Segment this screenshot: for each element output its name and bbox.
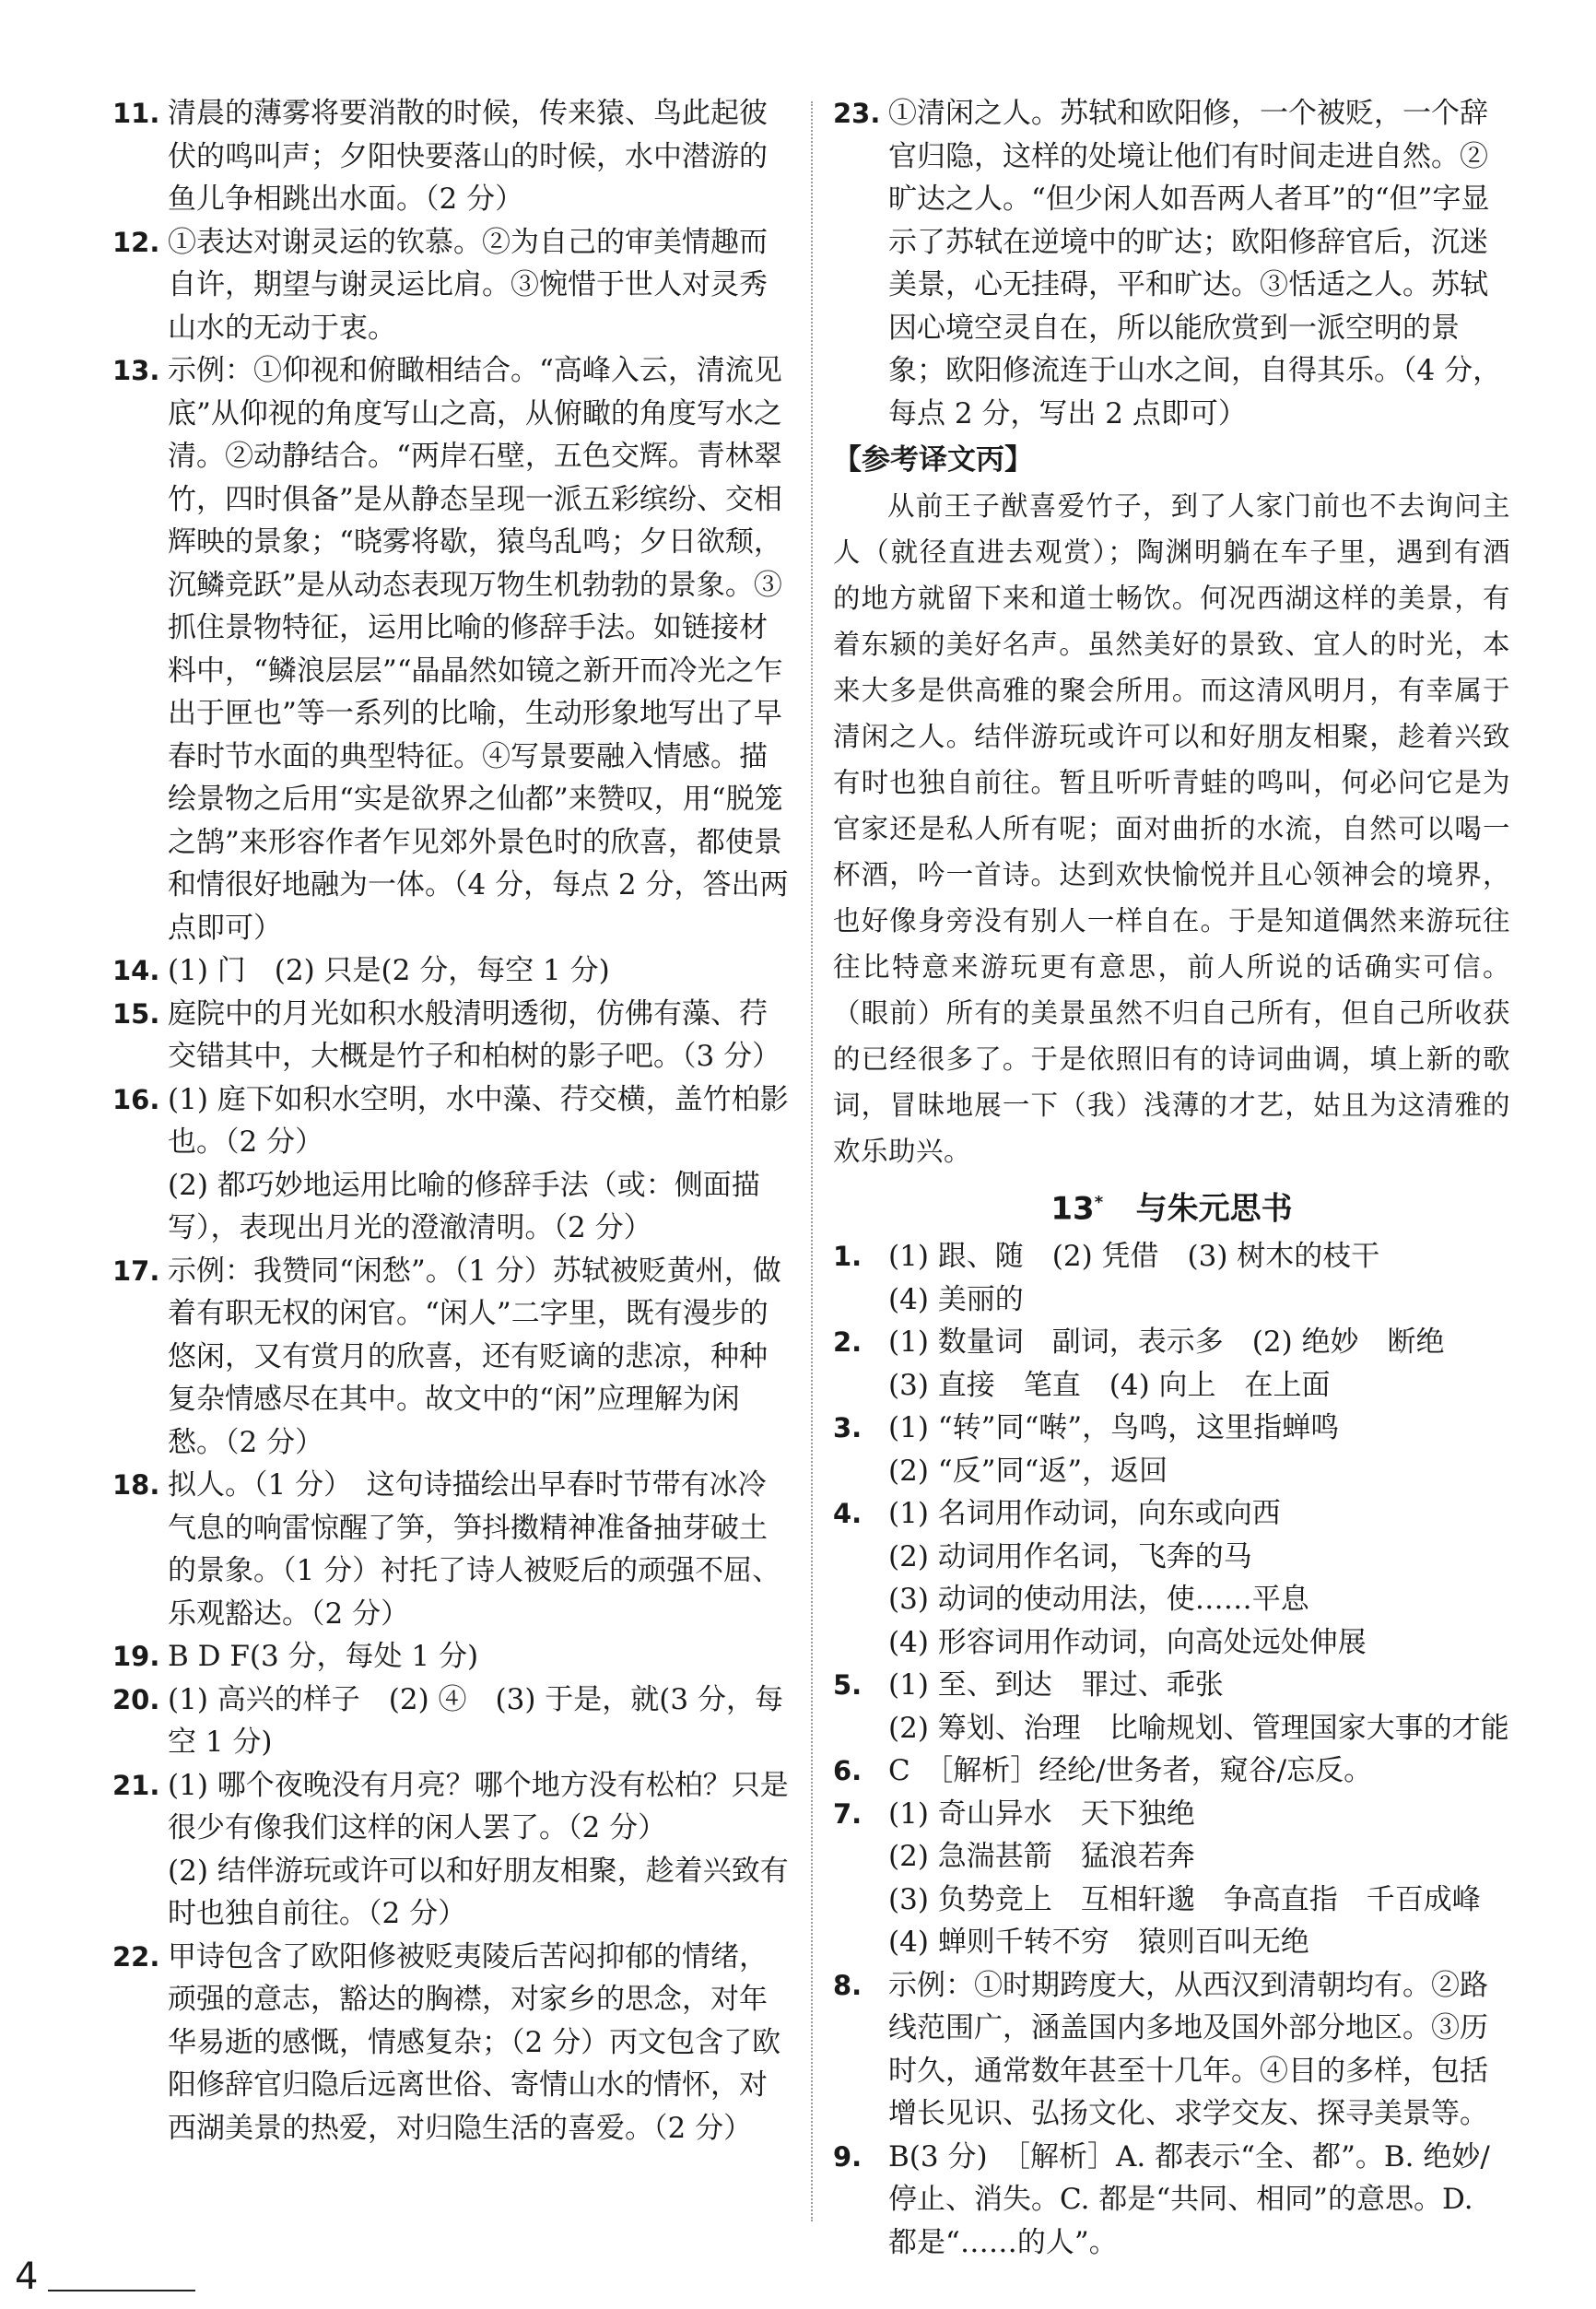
answer-item-15: [112, 993, 792, 1078]
item-text: (1) 门 (2) 只是(2 分，每空 1 分): [168, 954, 610, 987]
item-number: 21.: [112, 1769, 160, 1801]
item-text: (1) 跟、随 (2) 凭借 (3) 树木的枝干: [888, 1240, 1380, 1274]
answer-item-22: [112, 1936, 792, 2150]
item-number: 23.: [833, 98, 881, 129]
answer-item-16: [112, 1078, 792, 1250]
item-number: 4.: [833, 1498, 863, 1530]
item-text: (2) 动词用作名词，飞奔的马: [888, 1539, 1252, 1573]
column-divider: [811, 101, 813, 2221]
item-text: (1) “转”同“啭”，鸟鸣，这里指蝉鸣: [888, 1411, 1340, 1445]
answer-item-4: [833, 1492, 1510, 1664]
item-text: B D F(3 分，每处 1 分): [168, 1640, 479, 1673]
item-number: 6.: [833, 1755, 863, 1787]
item-text: (3) 直接 笔直 (4) 向上 在上面: [888, 1368, 1331, 1402]
item-text: (2) 急湍甚箭 猛浪若奔: [888, 1840, 1195, 1874]
item-text: (4) 形容词用作动词，向高处远处伸展: [888, 1625, 1367, 1659]
item-number: 15.: [112, 997, 160, 1030]
item-text: ①表达对谢灵运的钦慕。②为自己的审美情趣而自许，期望与谢灵运比肩。③惋惜于世人对灵秀山水的无动于衷。: [168, 225, 768, 345]
right-column: [833, 92, 1510, 2264]
answer-item-5: [833, 1664, 1510, 1749]
left-column: [112, 92, 792, 2150]
item-text: (1) 哪个夜晚没有月亮？哪个地方没有松柏？只是很少有像我们这样的闲人罢了。（2 分）: [168, 1768, 789, 1844]
answer-item-7: [833, 1793, 1510, 1964]
answer-item-20: [112, 1679, 792, 1764]
answer-item-18: [112, 1464, 792, 1635]
item-text: 示例：①仰视和俯瞰相结合。“高峰入云，清流见底”从仰视的角度写山之高，从俯瞰的角度写水之清。②动静结合。“两岸石壁，五色交辉。青林翠竹，四时俱备”是从静态呈现一派五彩缤纷、交相辉映的景象；“晓雾将歇，猿鸟乱鸣；夕日欲颓，沉鳞竞跃”是从动态表现万物生机勃勃的景象。③抓住景物特征，运用比喻的修辞手法。如链接材料中，“鳞浪层层”“晶晶然如镜之新开而冷光之乍出于匣也”等一系列的比喻，生动形象地写出了早春时节水面的典型特征。④写景要融入情感。描绘景物之后用“实是欲界之仙都”来赞叹，用“脱笼之鹄”来形容作者乍见郊外景色时的欣喜，都使景和情很好地融为一体。（4 分，每点 2 分，答出两点即可）: [168, 354, 789, 945]
item-text: (1) 奇山异水 天下独绝: [888, 1797, 1195, 1831]
item-number: 9.: [833, 2140, 863, 2173]
item-text: (1) 庭下如积水空明，水中藻、荇交横，盖竹柏影也。（2 分）: [168, 1082, 789, 1159]
section-mark: *: [1094, 1193, 1104, 1212]
item-number: 16.: [112, 1083, 160, 1115]
section-name: 与朱元思书: [1135, 1190, 1293, 1228]
answer-item-19: [112, 1635, 792, 1679]
answer-item-9: [833, 2136, 1510, 2265]
item-text: 示例：我赞同“闲愁”。（1 分）苏轼被贬黄州，做着有职无权的闲官。“闲人”二字里，既有漫步的悠闲，又有赏月的欣喜，还有贬谪的悲凉，种种复杂情感尽在其中。故文中的“闲”应理解为闲愁。（2 分）: [168, 1254, 781, 1459]
item-text: C ［解析］经纶/世务者，窥谷/忘反。: [888, 1754, 1373, 1788]
item-number: 3.: [833, 1412, 863, 1444]
item-number: 19.: [112, 1641, 160, 1672]
item-text: 清晨的薄雾将要消散的时候，传来猿、鸟此起彼伏的鸣叫声；夕阳快要落山的时候，水中潜游的鱼儿争相跳出水面。（2 分）: [168, 97, 768, 216]
item-text: (2) 都巧妙地运用比喻的修辞手法（或：侧面描写），表现出月光的澄澈清明。（2 分）: [168, 1168, 760, 1244]
item-number: 14.: [112, 955, 160, 986]
section-title: [833, 1176, 1510, 1235]
item-text: B(3 分) ［解析］A. 都表示“全、都”。B. 绝妙/停止、消失。C. 都是“共同、相同”的意思。D. 都是“……的人”。: [888, 2139, 1490, 2259]
item-text: (3) 动词的使动用法，使……平息: [888, 1583, 1309, 1617]
item-text: (2) “反”同“返”，返回: [888, 1454, 1168, 1488]
item-number: 1.: [833, 1241, 863, 1273]
item-number: 22.: [112, 1940, 160, 1973]
reference-translation-text: 从前王子猷喜爱竹子，到了人家门前也不去询问主人（就径直进去观赏）；陶渊明躺在车子里，遇到有酒的地方就留下来和道士畅饮。何况西湖这样的美景，有着东颍的美好名声。虽然美好的景致、宜人的时光，本来大多是供高雅的聚会所用。而这清风明月，有幸属于清闲之人。结伴游玩或许可以和好朋友相聚，趁着兴致有时也独自前往。暂且听听青蛙的鸣叫，何必问它是为官家还是私人所有呢；面对曲折的水流，自然可以喝一杯酒，吟一首诗。达到欢快愉悦并且心领神会的境界，也好像身旁没有别人一样自在。于是知道偶然来游玩往往比特意来游玩更有意思，前人所说的话确实可信。（眼前）所有的美景虽然不归自己所有，但自己所收获的已经很多了。于是依照旧有的诗词曲调，填上新的歌词，冒昧地展一下（我）浅薄的才艺，姑且为这清雅的欢乐助兴。: [833, 490, 1510, 1167]
reference-translation-heading: 【参考译文丙】: [833, 443, 1033, 477]
answer-item-23: [833, 92, 1510, 435]
item-text: 甲诗包含了欧阳修被贬夷陵后苦闷抑郁的情绪，顽强的意志，豁达的胸襟，对家乡的思念，对年华易逝的感慨，情感复杂；（2 分）丙文包含了欧阳修辞官归隐后远离世俗、寄情山水的情怀，对西湖美景的热爱，对归隐生活的喜爱。（2 分）: [168, 1939, 781, 2145]
item-text: 拟人。（1 分） 这句诗描绘出早春时节带有冰冷气息的响雷惊醒了笋，笋抖擞精神准备抽芽破土的景象。（1 分）衬托了诗人被贬后的顽强不屈、乐观豁达。（2 分）: [168, 1468, 781, 1631]
item-text: (1) 高兴的样子 (2) ④ (3) 于是，就(3 分，每空 1 分): [168, 1682, 783, 1759]
answer-item-21: [112, 1764, 792, 1936]
item-number: 11.: [112, 98, 160, 129]
item-number: 2.: [833, 1326, 863, 1359]
answer-item-3: [833, 1407, 1510, 1492]
section-number: 13: [1050, 1190, 1095, 1228]
item-number: 18.: [112, 1469, 160, 1501]
item-text: (3) 负势竞上 互相轩邈 争高直指 千百成峰: [888, 1882, 1481, 1916]
item-number: 5.: [833, 1669, 863, 1702]
item-text: 示例：①时期跨度大，从西汉到清朝均有。②路线范围广，涵盖国内多地及国外部分地区。③历时久，通常数年甚至十几年。④目的多样，包括增长见识、弘扬文化、求学交友、探寻美景等。: [888, 1968, 1488, 2131]
item-text: (4) 蝉则千转不穷 猿则百叫无绝: [888, 1926, 1309, 1960]
item-text: ①清闲之人。苏轼和欧阳修，一个被贬，一个辞官归隐，这样的处境让他们有时间走进自然。②旷达之人。“但少闲人如吾两人者耳”的“但”字显示了苏轼在逆境中的旷达；欧阳修辞官后，沉迷美景，心无挂碍，平和旷达。③恬适之人。苏轼因心境空灵自在，所以能欣赏到一派空明的景象；欧阳修流连于山水之间，自得其乐。（4 分，每点 2 分，写出 2 点即可）: [888, 97, 1502, 430]
item-text: (1) 名词用作动词，向东或向西: [888, 1497, 1281, 1531]
item-number: 17.: [112, 1255, 160, 1287]
answer-item-1: [833, 1235, 1510, 1321]
item-text: (2) 结伴游玩或许可以和好朋友相聚，趁着兴致有时也独自前往。（2 分）: [168, 1854, 789, 1930]
item-text: 庭院中的月光如积水般清明透彻，仿佛有藻、荇交错其中，大概是竹子和柏树的影子吧。（3 分）: [168, 996, 781, 1073]
answer-item-8: [833, 1964, 1510, 2136]
page-number-rule: [48, 2290, 195, 2291]
item-number: 7.: [833, 1797, 863, 1830]
answer-item-2: [833, 1321, 1510, 1407]
item-text: (4) 美丽的: [888, 1282, 1024, 1316]
item-text: (2) 筹划、治理 比喻规划、管理国家大事的才能: [888, 1711, 1509, 1745]
item-number: 8.: [833, 1969, 863, 2001]
item-number: 12.: [112, 226, 160, 258]
item-text: (1) 数量词 副词，表示多 (2) 绝妙 断绝: [888, 1325, 1445, 1360]
answer-item-6: [833, 1749, 1510, 1793]
answer-item-11: [112, 92, 792, 221]
item-number: 20.: [112, 1683, 160, 1715]
page-number: 4: [15, 2256, 39, 2298]
item-text: (1) 至、到达 罪过、乖张: [888, 1668, 1224, 1702]
item-number: 13.: [112, 355, 160, 386]
answer-item-17: [112, 1250, 792, 1465]
answer-item-13: [112, 349, 792, 949]
answer-item-12: [112, 221, 792, 350]
answer-item-14: [112, 949, 792, 993]
